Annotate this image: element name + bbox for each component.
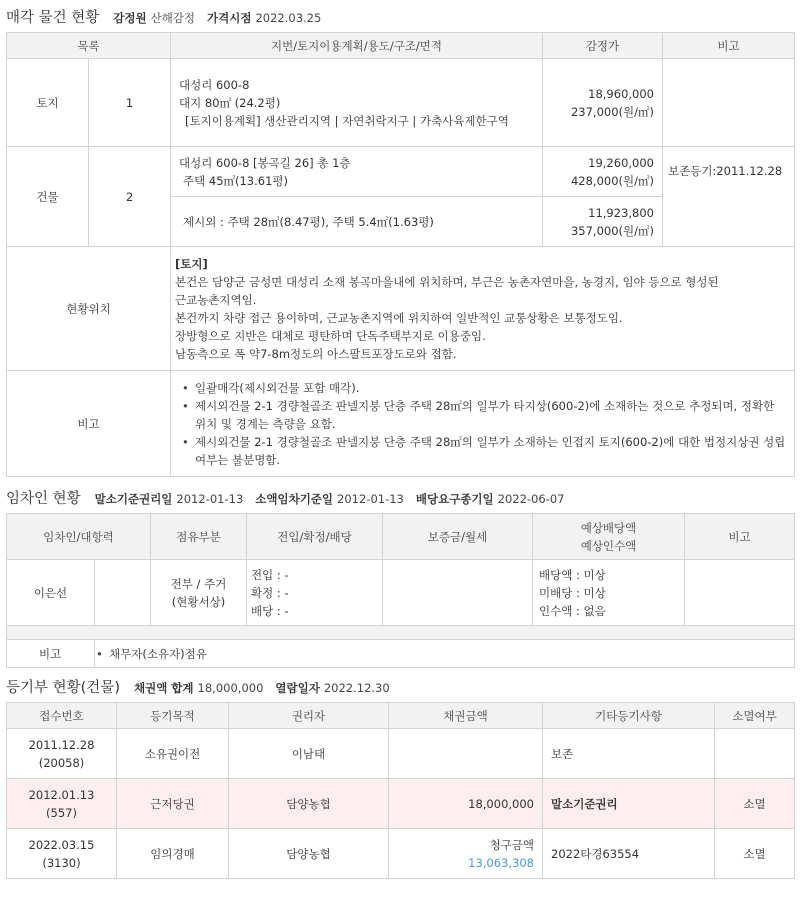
amount-cell	[389, 829, 543, 879]
tenant-move-cell	[247, 560, 383, 626]
tenant-remark-label: 비고	[7, 640, 95, 668]
holder: 담양농협	[229, 779, 389, 829]
building-extra-price-cell	[543, 197, 663, 247]
col-expected-take: 예상인수액	[580, 538, 637, 553]
other: 보존	[543, 729, 715, 779]
occupancy-line2: (현황서상)	[171, 594, 226, 609]
building-extra-price: 11,923,800	[588, 205, 654, 220]
receipt-no: (3130)	[42, 855, 81, 870]
building-note-text: 보존등기:2011.12.28	[668, 164, 783, 178]
registry-v2: 2022.12.30	[323, 681, 390, 695]
remarks-item: • 일괄매각(제시외건물 포함 매각).	[181, 379, 788, 397]
land-unit-price: 237,000(원/㎡)	[570, 104, 654, 119]
move-in: 전입 : -	[251, 567, 289, 582]
amount: 18,000,000	[389, 779, 543, 829]
location-line: 남동측으로 폭 약7-8m정도의 아스팔트포장도로와 접함.	[175, 346, 457, 361]
building-unit-price: 428,000(원/㎡)	[570, 173, 654, 188]
tenant-row	[7, 560, 795, 626]
amount-label: 청구금액	[489, 837, 534, 852]
appraiser-value: 산해감정	[150, 11, 196, 25]
registry-header	[0, 668, 800, 696]
tenant-spacer	[7, 626, 795, 640]
take-amount: 인수액 : 없음	[539, 603, 606, 618]
col-purpose: 등기목적	[117, 703, 229, 729]
location-label: 현황위치	[7, 247, 171, 371]
purpose: 근저당권	[117, 779, 229, 829]
occupancy-line1: 전부 / 주거	[170, 576, 227, 591]
registry-row	[7, 729, 795, 779]
col-other: 기타등기사항	[543, 703, 715, 729]
col-tenant-note: 비고	[685, 514, 795, 560]
building-row	[7, 147, 795, 197]
col-detail: 지번/토지이용계획/용도/구조/면적	[171, 33, 543, 59]
tenant-k3: 배당요구종기일	[415, 492, 494, 506]
receipt-date: 2022.03.15	[28, 837, 95, 852]
receipt-date: 2011.12.28	[28, 737, 95, 752]
registry-row	[7, 829, 795, 879]
remarks-label: 비고	[7, 371, 171, 477]
col-deposit: 보증금/월세	[383, 514, 533, 560]
price-date-value: 2022.03.25	[255, 11, 322, 25]
remarks-item: • 제시외건물 2-1 경량철골조 판넬지붕 단층 주택 28㎡의 일부가 타지상(600-2)에 소재하는 것으로 추정되며, 정확한 위치 및 경계는 측량을 요함.	[181, 397, 788, 433]
location-heading: [토지]	[175, 256, 208, 271]
col-holder: 권리자	[229, 703, 389, 729]
tenant-k2: 소액임차기준일	[255, 492, 334, 506]
col-list: 목록	[7, 33, 171, 59]
remarks-item: • 제시외건물 2-1 경량철골조 판넬지붕 단층 주택 28㎡의 일부가 소재하는 인접지 토지(600-2)에 대한 법정지상권 성립여부는 불분명함.	[181, 433, 788, 469]
tenant-remark-list	[95, 645, 794, 663]
location-line: 근교농촌지역임.	[175, 292, 257, 307]
building-price: 19,260,000	[588, 155, 654, 170]
tenant-name: 이은선	[7, 560, 95, 626]
other: 말소기준권리	[543, 779, 715, 829]
registry-k2: 열람일자	[275, 681, 320, 695]
receipt-no: (557)	[46, 805, 77, 820]
purpose: 소유권이전	[117, 729, 229, 779]
location-line: 본건은 담양군 금성면 대성리 소재 봉곡마을내에 위치하며, 부근은 농촌자연마을, 농경지, 임야 등으로 형성된	[175, 274, 719, 289]
building-category: 건물	[7, 147, 89, 247]
receipt-cell	[7, 779, 117, 829]
land-plan: [토지이용계획] 생산관리지역 | 자연취락지구 | 가축사육제한구역	[185, 113, 509, 128]
building-address: 대성리 600-8 [봉곡길 26] 총 1층	[179, 155, 351, 170]
col-expected	[533, 514, 685, 560]
fixed-date: 확정 : -	[251, 585, 289, 600]
registry-k1: 채권액 합계	[133, 681, 194, 695]
tenant-remark-row	[7, 640, 795, 668]
land-detail	[171, 59, 543, 147]
registry-table	[6, 702, 795, 879]
appraiser-label: 감정원	[113, 11, 147, 25]
building-no: 2	[89, 147, 171, 247]
registry-row	[7, 779, 795, 829]
dividend-date: 배당 : -	[251, 603, 289, 618]
price-date-label: 가격시점	[207, 11, 252, 25]
receipt-cell	[7, 729, 117, 779]
holder: 이남태	[229, 729, 389, 779]
building-area: 주택 45㎡(13.61평)	[183, 173, 289, 188]
amount	[389, 729, 543, 779]
tenant-empty	[95, 560, 151, 626]
remarks-row	[7, 371, 795, 477]
tenant-remark-cell	[95, 640, 795, 668]
holder: 담양농협	[229, 829, 389, 879]
location-line: 본건까지 차량 접근 용이하며, 근교농촌지역에 위치하여 일반적인 교통상황은 보통정도임.	[175, 310, 623, 325]
location-line: 장방형으로 지반은 대체로 평탄하며 단독주택부지로 이용중임.	[175, 328, 486, 343]
col-tenant: 임차인/대항력	[7, 514, 151, 560]
land-row	[7, 59, 795, 147]
land-address: 대성리 600-8	[179, 77, 250, 92]
building-price-cell	[543, 147, 663, 197]
tenant-title: 임차인 현황	[6, 491, 81, 507]
location-text	[171, 247, 795, 371]
remarks-list	[171, 379, 788, 469]
land-price: 18,960,000	[588, 86, 654, 101]
col-move: 전입/확정/배당	[247, 514, 383, 560]
tenant-table	[6, 513, 795, 668]
land-price-cell	[543, 59, 663, 147]
building-detail	[171, 147, 543, 197]
tenant-v1: 2012-01-13	[176, 492, 244, 506]
tenant-remark-item: • 채무자(소유자)점유	[95, 645, 794, 663]
tenant-k1: 말소기준권리일	[94, 492, 173, 506]
tenant-v2: 2012-01-13	[337, 492, 404, 506]
other: 2022타경63554	[543, 829, 715, 879]
receipt-no: (20058)	[38, 755, 85, 770]
receipt-date: 2012.01.13	[28, 787, 95, 802]
extinct	[715, 729, 795, 779]
col-expected-div: 예상배당액	[580, 520, 637, 535]
land-no: 1	[89, 59, 171, 147]
tenant-expected-cell	[533, 560, 685, 626]
undiv-amount: 미배당 : 미상	[539, 585, 606, 600]
col-receipt: 접수번호	[7, 703, 117, 729]
extinct: 소멸	[715, 829, 795, 879]
tenant-occupancy	[151, 560, 247, 626]
tenant-v3: 2022-06-07	[497, 492, 565, 506]
auction-table	[6, 32, 795, 477]
div-amount: 배당액 : 미상	[539, 567, 606, 582]
land-category: 토지	[7, 59, 89, 147]
building-extra-unit-price: 357,000(원/㎡)	[570, 223, 654, 238]
building-note	[663, 147, 795, 247]
col-price: 감정가	[543, 33, 663, 59]
tenant-note-cell	[685, 560, 795, 626]
tenant-deposit	[383, 560, 533, 626]
auction-header	[0, 0, 800, 30]
claim-amount-link[interactable]: 13,063,308	[468, 855, 534, 870]
registry-title: 등기부 현황(건물)	[6, 680, 120, 696]
land-note	[663, 59, 795, 147]
tenant-header	[0, 477, 800, 505]
col-occupancy: 점유부분	[151, 514, 247, 560]
land-area: 대지 80㎡ (24.2평)	[179, 95, 281, 110]
registry-v1: 18,000,000	[197, 681, 264, 695]
building-extra-desc: 제시외 : 주택 28㎡(8.47평), 주택 5.4㎡(1.63평)	[171, 197, 543, 247]
receipt-cell	[7, 829, 117, 879]
purpose: 임의경매	[117, 829, 229, 879]
col-note: 비고	[663, 33, 795, 59]
col-amount: 채권금액	[389, 703, 543, 729]
auction-title: 매각 물건 현황	[6, 10, 100, 26]
location-row	[7, 247, 795, 371]
col-extinct: 소멸여부	[715, 703, 795, 729]
extinct: 소멸	[715, 779, 795, 829]
remarks-cell	[171, 371, 795, 477]
